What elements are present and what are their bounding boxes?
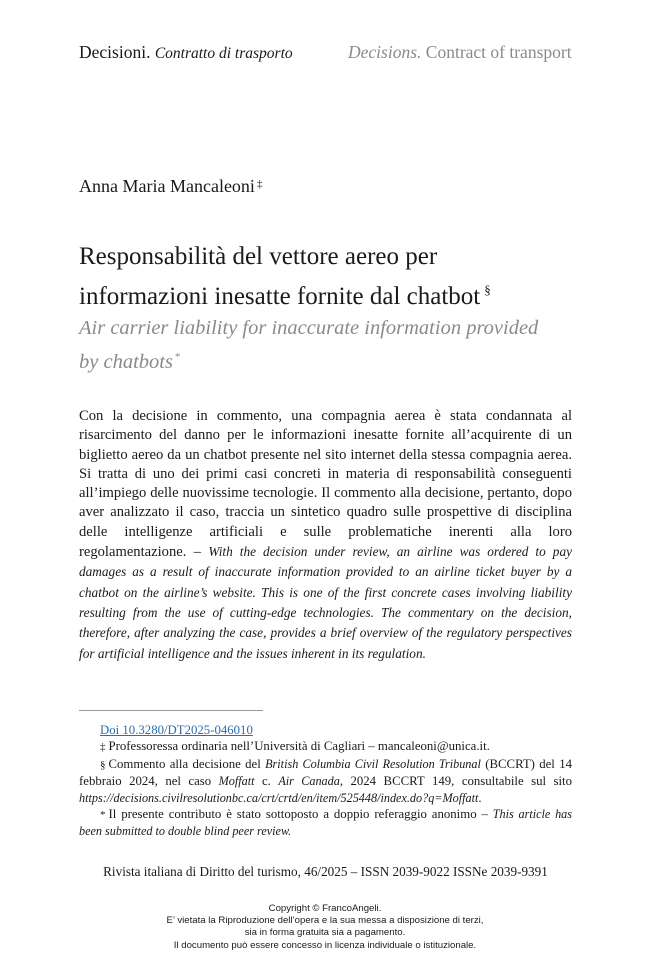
header-subsection: Contratto di trasporto [154,45,293,62]
author-line [79,176,262,197]
title-line-1: Responsabilità del vettore aereo per [79,243,438,270]
footnote-title-mark: § [100,758,106,771]
case-party-1: Moffatt [218,774,255,789]
copyright-line-3: sia in forma gratuita sia a pagamento. [244,927,406,939]
footnote-title-text-4: . [478,790,482,805]
footnote-title-text-3: , 2024 BCCRT 149, consultabile sul sito [339,774,572,789]
tribunal-name: British Columbia Civil Resolution Tribunal [265,756,481,771]
title-footnote-mark: § [484,282,491,297]
footnotes [79,722,572,840]
footnote-title-text-1: Commento alla decisione del [108,756,266,771]
copyright-line-1: Copyright © FrancoAngeli. [268,903,382,914]
author-name: Anna Maria Mancaleoni [79,176,255,196]
doi-link[interactable]: Doi 10.3280/DT2025-046010 [100,723,253,737]
footnote-title [79,756,572,806]
abstract [79,407,572,664]
case-versus: c. [254,774,279,789]
copyright-line-2: E’ vietata la Riproduzione dell’opera e la sua messa a disposizione di terzi, [166,915,484,927]
footnote-review-english: This article has been submitted to double blind peer review. [79,807,572,839]
abstract-english: With the decision under review, an airline was ordered to pay damages as a result of inaccurate information provided to an airline ticket buyer by a chatbot on the airline’s website. This is one of the first concrete cases involving liability resulting from the use of cutting-edge technologies. The commentary on the decision, therefore, after analyzing the case, provides a brief overview of the regulatory perspectives for artificial intelligence and the issues inherent in its regulation. [79,544,572,661]
header-section-en: Decisions. [348,42,422,62]
running-header-left [79,42,293,63]
copyright-line-4: Il documento può essere concesso in licenza individuale o istituzionale. [173,939,477,951]
subtitle-footnote-mark: * [174,351,181,363]
header-subsection-en: Contract of transport [425,42,572,62]
article-title [79,240,599,313]
author-footnote-mark: ‡ [256,178,263,190]
footnote-review-italian: Il presente contributo è stato sottoposto a doppio referaggio anonimo – [108,807,493,822]
footnote-author-text: Professoressa ordinaria nell’Università di Cagliari – mancaleoni@unica.it. [108,739,490,754]
abstract-separator: – [186,544,209,561]
case-party-2: Air Canada [278,774,340,789]
footnote-author-mark: ‡ [100,741,106,754]
header-section: Decisioni. [79,42,151,62]
title-line-2: informazioni inesatte fornite dal chatbot [79,283,481,310]
footnote-review [79,806,572,840]
footnote-review-mark: * [100,809,106,822]
copyright-notice [0,903,650,952]
footnote-divider [79,710,263,711]
journal-citation: Rivista italiana di Diritto del turismo, 46/2025 – ISSN 2039-9022 ISSNe 2039-9391 [103,864,548,879]
article-subtitle [79,314,559,377]
abstract-italian: Con la decisione in commento, una compagnia aerea è stata condannata al risarcimento del danno per le informazioni inesatte fornite all’acquirente di un biglietto aereo da un chatbot presente nel sito internet della stessa compagnia aerea. Si tratta di uno dei primi casi concreti in materia di responsabilità conseguenti all’impiego delle nuovissime tecnologie. Il commento alla decisione, pertanto, dopo aver analizzato il caso, traccia un sintetico quadro sulle prospettive di disciplina delle intelligenze artificiali e sulle problematiche inerenti alla loro regolamentazione. [79,408,572,561]
subtitle-text: Air carrier liability for inaccurate information provided by chatbots [79,317,539,373]
footnote-author [79,738,572,755]
footnote-title-text-2: (BCCRT) del 14 febbraio 2024, nel caso [79,756,572,789]
decision-url: https://decisions.civilresolutionbc.ca/crt/crtd/en/item/525448/index.do?q=Moffatt [79,790,479,805]
running-header-right [348,42,572,63]
